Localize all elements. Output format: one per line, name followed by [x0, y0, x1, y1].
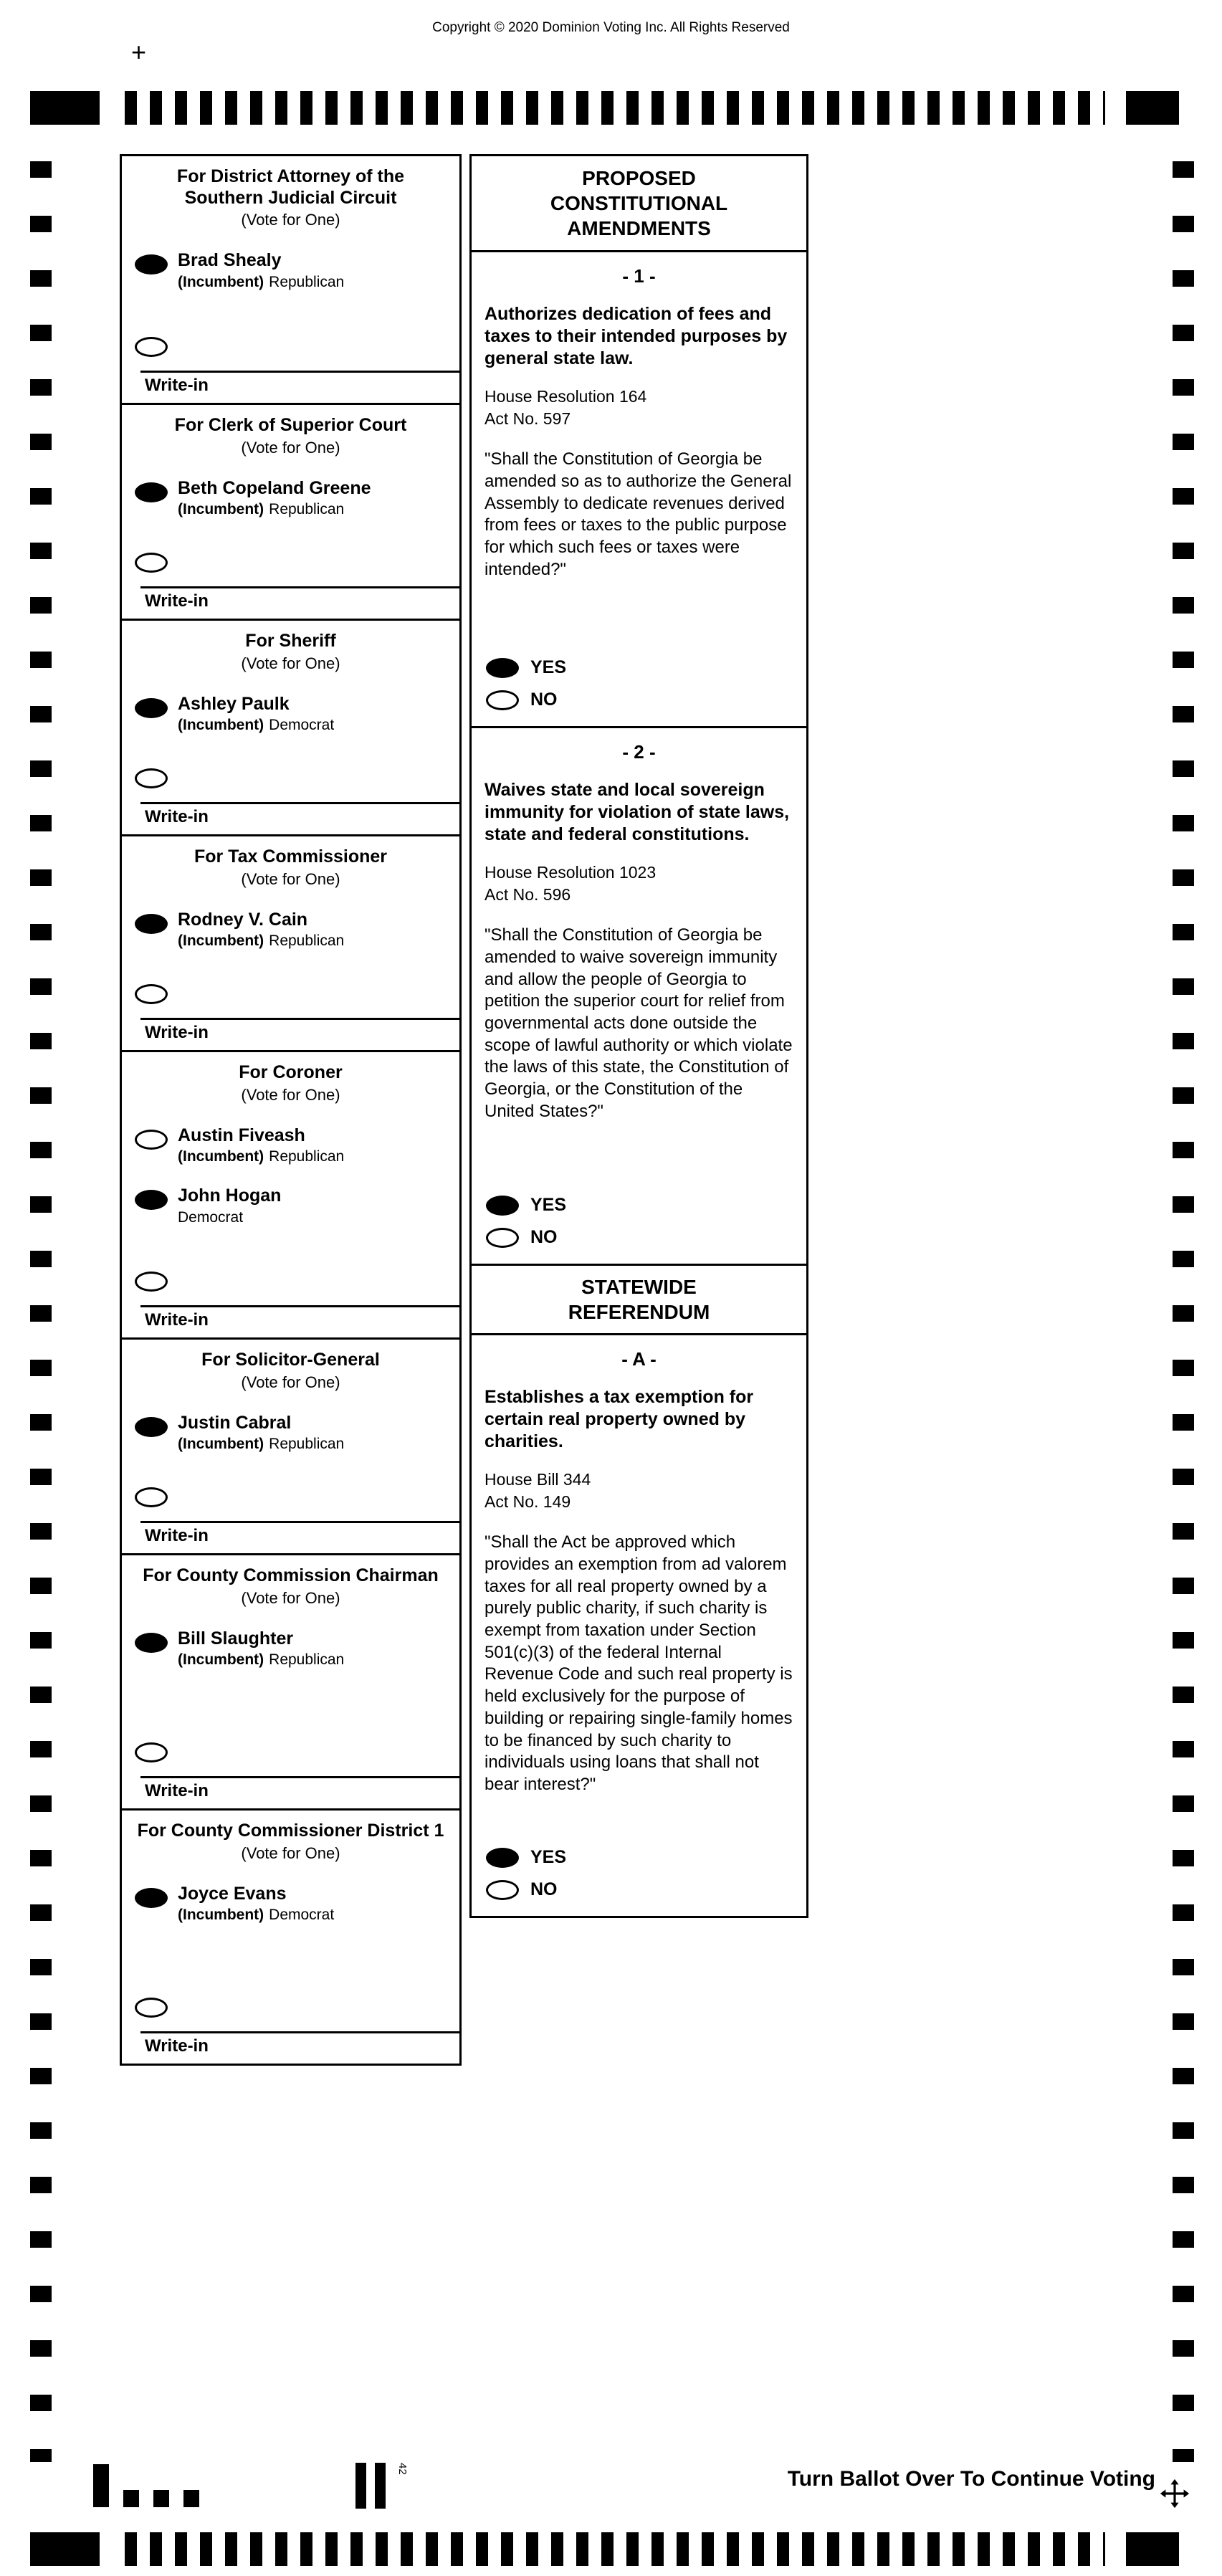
yes-oval[interactable]: [486, 1848, 519, 1868]
measure-reference: [484, 386, 793, 430]
no-label: NO: [530, 1227, 558, 1247]
measure-summary: Waives state and local sovereign immunity for violation of state laws, state and federal constitutions.: [484, 780, 790, 844]
contest-title: For Solicitor-General: [201, 1350, 380, 1370]
no-label: NO: [530, 1879, 558, 1899]
write-in-oval[interactable]: [135, 337, 168, 357]
measure-reference: [484, 1469, 793, 1513]
write-in-label: Write-in: [145, 591, 209, 611]
contest-coroner: [120, 1050, 462, 1340]
timing-bars-top: [125, 91, 1105, 125]
write-in-label: Write-in: [145, 1310, 209, 1330]
write-in-label: Write-in: [145, 807, 209, 826]
contest-title: For Clerk of Superior Court: [174, 415, 407, 435]
vote-for-instruction: (Vote for One): [241, 654, 340, 672]
write-in-label: Write-in: [145, 1781, 209, 1800]
candidate-name: John Hogan: [178, 1186, 282, 1206]
yes-label: YES: [530, 1195, 567, 1215]
timing-marks-right: [1173, 161, 1194, 2462]
candidate-oval[interactable]: [135, 1417, 168, 1437]
candidate-detail: [178, 1907, 334, 1923]
contest-tax-commissioner: [120, 834, 462, 1052]
ballot-code-mark: [183, 2490, 199, 2507]
write-in-oval[interactable]: [135, 553, 168, 573]
amendments-header: [469, 154, 808, 252]
candidate-detail: [178, 717, 334, 733]
amendments-header-text: PROPOSED CONSTITUTIONAL AMENDMENTS: [550, 167, 728, 239]
candidate-name: Ashley Paulk: [178, 693, 290, 714]
candidate-oval[interactable]: [135, 482, 168, 502]
measure-question: "Shall the Constitution of Georgia be amended to waive sovereign immunity and allow the people of Georgia to petition the superior court for relief from governmental acts done outside the scope of lawful authority or which violate the laws of this state, the Constitution of Georgia, or the Constitution of the United States?": [484, 925, 793, 1121]
contest-title: For Tax Commissioner: [194, 846, 388, 867]
ballot-code-mark: [355, 2463, 366, 2509]
vote-for-instruction: (Vote for One): [241, 211, 340, 229]
write-in-oval[interactable]: [135, 984, 168, 1004]
yes-oval[interactable]: [486, 658, 519, 678]
candidate-incumbent: (Incumbent): [178, 273, 264, 290]
timing-marks-top: [0, 91, 1222, 125]
timing-bars-bottom: [125, 2532, 1105, 2566]
candidate-party: Democrat: [269, 1907, 335, 1923]
timing-corner-bottom-right: [1126, 2532, 1179, 2566]
referendum-header-text: STATEWIDE REFERENDUM: [568, 1276, 710, 1323]
candidate-incumbent: (Incumbent): [178, 1148, 264, 1165]
candidate-detail: [178, 1209, 281, 1226]
write-in-line[interactable]: [140, 802, 459, 804]
copyright-notice: Copyright © 2020 Dominion Voting Inc. All Rights Reserved: [432, 20, 790, 35]
amendment-1: [469, 250, 808, 728]
candidate-oval[interactable]: [135, 1888, 168, 1908]
write-in-block: [122, 1979, 459, 2064]
candidate-row: [135, 251, 451, 290]
ballot-code-marks-center: [355, 2463, 408, 2509]
yes-label: YES: [530, 1847, 567, 1867]
candidate-oval[interactable]: [135, 1130, 168, 1150]
vote-for-instruction: (Vote for One): [241, 1588, 340, 1607]
measure-ref-line: Act No. 596: [484, 885, 571, 905]
measure-ref-line: Act No. 597: [484, 409, 571, 429]
vote-for-instruction: (Vote for One): [241, 1843, 340, 1862]
measure-question: "Shall the Act be approved which provides an exemption from ad valorem taxes for all real property owned by a purely public charity, if such charity is exempt from taxation under Section 501(c)(3) of the federal Internal Revenue Code and such real property is held exclusively for the purpose of building or repairing single-family homes to be financed by such charity to individuals using loans that shall not bear interest?": [484, 1532, 793, 1794]
measure-number: - A -: [621, 1348, 657, 1370]
candidate-detail: [178, 1651, 344, 1668]
choice-row-yes: [486, 1195, 793, 1216]
no-oval[interactable]: [486, 690, 519, 710]
measure-summary: Establishes a tax exemption for certain real property owned by charities.: [484, 1387, 754, 1451]
measures-column: [469, 154, 808, 1918]
vote-for-instruction: (Vote for One): [241, 869, 340, 888]
candidate-party: Republican: [269, 932, 345, 949]
contest-solicitor-general: [120, 1337, 462, 1555]
candidate-party: Republican: [269, 1148, 345, 1165]
contest-district-attorney: [120, 154, 462, 405]
candidate-row: [135, 1884, 451, 1924]
candidate-name: Joyce Evans: [178, 1883, 287, 1904]
amendment-2: [469, 726, 808, 1266]
candidate-row: [135, 1629, 451, 1669]
candidate-oval[interactable]: [135, 1190, 168, 1210]
choice-row-no: [486, 690, 793, 710]
ballot-code-mark: [93, 2464, 109, 2507]
measure-question: "Shall the Constitution of Georgia be amended so as to authorize the General Assembly to dedicate revenues derived from fees or taxes to the public purpose for which such fees or taxes were intended?": [484, 449, 792, 579]
measure-choices: [484, 1826, 793, 1906]
write-in-line[interactable]: [140, 371, 459, 373]
registration-plus-mark: +: [131, 37, 147, 67]
candidate-name: Rodney V. Cain: [178, 909, 308, 930]
candidate-oval[interactable]: [135, 698, 168, 718]
measure-reference: [484, 862, 793, 906]
ballot-code-mark: [153, 2490, 169, 2507]
referendum-header: [469, 1264, 808, 1335]
candidate-party: Republican: [269, 1436, 345, 1452]
timing-corner-top-left: [30, 91, 100, 125]
choice-row-no: [486, 1879, 793, 1900]
write-in-oval[interactable]: [135, 1487, 168, 1507]
candidate-detail: [178, 274, 344, 290]
write-in-label: Write-in: [145, 1526, 209, 1545]
measure-ref-line: House Resolution 1023: [484, 863, 657, 882]
move-cross-icon: [1160, 2479, 1190, 2512]
turn-ballot-over-text: Turn Ballot Over To Continue Voting: [787, 2467, 1155, 2491]
candidate-incumbent: (Incumbent): [178, 932, 264, 949]
measure-summary: Authorizes dedication of fees and taxes to their intended purposes by general state law.: [484, 304, 788, 368]
timing-corner-top-right: [1126, 91, 1179, 125]
ballot-code-mark: [123, 2490, 139, 2507]
candidate-incumbent: (Incumbent): [178, 1436, 264, 1452]
ballot-code-marks-left: [93, 2464, 199, 2507]
contest-title: For County Commission Chairman: [143, 1565, 439, 1585]
no-oval[interactable]: [486, 1880, 519, 1900]
contest-title: For Sheriff: [245, 631, 336, 651]
candidate-name: Beth Copeland Greene: [178, 477, 371, 498]
ballot-code-mark: [375, 2463, 386, 2509]
write-in-block: [122, 1724, 459, 1808]
write-in-block: [122, 750, 459, 834]
timing-corner-bottom-left: [30, 2532, 100, 2566]
contest-county-commissioner-district-1: [120, 1808, 462, 2066]
contest-clerk-superior-court: [120, 403, 462, 621]
write-in-line[interactable]: [140, 2031, 459, 2033]
vote-for-instruction: (Vote for One): [241, 438, 340, 457]
write-in-line[interactable]: [140, 586, 459, 588]
write-in-line[interactable]: [140, 1776, 459, 1778]
candidate-party: Republican: [269, 1651, 345, 1668]
candidate-row: [135, 1186, 451, 1226]
candidate-name: Bill Slaughter: [178, 1628, 294, 1649]
candidate-detail: [178, 932, 344, 949]
referendum-a: [469, 1333, 808, 1918]
yes-oval[interactable]: [486, 1196, 519, 1216]
contest-county-commission-chairman: [120, 1553, 462, 1811]
write-in-oval[interactable]: [135, 768, 168, 788]
vote-for-instruction: (Vote for One): [241, 1085, 340, 1104]
measure-number: - 1 -: [622, 265, 656, 287]
candidate-name: Austin Fiveash: [178, 1125, 305, 1145]
candidate-oval[interactable]: [135, 254, 168, 275]
candidate-oval[interactable]: [135, 914, 168, 934]
write-in-block: [122, 965, 459, 1050]
candidate-row: [135, 695, 451, 734]
yes-label: YES: [530, 657, 567, 677]
write-in-label: Write-in: [145, 2036, 209, 2056]
write-in-block: [122, 318, 459, 403]
write-in-label: Write-in: [145, 376, 209, 395]
contest-title: For District Attorney of the Southern Judicial Circuit: [176, 166, 405, 208]
candidate-row: [135, 1126, 451, 1165]
choice-row-no: [486, 1227, 793, 1248]
choice-row-yes: [486, 1847, 793, 1868]
write-in-oval[interactable]: [135, 1742, 168, 1762]
write-in-line[interactable]: [140, 1018, 459, 1020]
no-label: NO: [530, 690, 558, 710]
candidate-name: Justin Cabral: [178, 1412, 292, 1433]
measure-choices: [484, 1173, 793, 1254]
candidate-row: [135, 910, 451, 950]
write-in-line[interactable]: [140, 1521, 459, 1523]
measure-ref-line: House Bill 344: [484, 1470, 591, 1489]
candidate-party: Democrat: [178, 1208, 244, 1226]
candidate-contests-column: [120, 154, 462, 2066]
candidate-incumbent: (Incumbent): [178, 717, 264, 733]
candidate-detail: [178, 501, 371, 517]
candidate-name: Brad Shealy: [178, 250, 282, 270]
measure-choices: [484, 636, 793, 716]
write-in-oval[interactable]: [135, 1998, 168, 2018]
candidate-row: [135, 1413, 451, 1453]
candidate-party: Republican: [269, 501, 345, 517]
contest-title: For Coroner: [239, 1062, 343, 1082]
contest-sheriff: [120, 619, 462, 836]
candidate-detail: [178, 1436, 344, 1452]
candidate-party: Republican: [269, 273, 345, 290]
candidate-incumbent: (Incumbent): [178, 1907, 264, 1923]
vote-for-instruction: (Vote for One): [241, 1373, 340, 1391]
sheet-number: 42: [396, 2463, 409, 2475]
candidate-oval[interactable]: [135, 1633, 168, 1653]
candidate-detail: [178, 1148, 344, 1165]
measure-number: - 2 -: [622, 741, 656, 763]
candidate-incumbent: (Incumbent): [178, 501, 264, 517]
candidate-row: [135, 479, 451, 518]
no-oval[interactable]: [486, 1228, 519, 1248]
candidate-incumbent: (Incumbent): [178, 1651, 264, 1668]
timing-marks-bottom: [0, 2532, 1222, 2566]
write-in-label: Write-in: [145, 1023, 209, 1042]
write-in-oval[interactable]: [135, 1272, 168, 1292]
measure-ref-line: House Resolution 164: [484, 387, 647, 406]
contest-title: For County Commissioner District 1: [137, 1821, 444, 1841]
write-in-line[interactable]: [140, 1305, 459, 1307]
timing-marks-left: [30, 161, 52, 2462]
write-in-block: [122, 534, 459, 619]
choice-row-yes: [486, 657, 793, 678]
measure-ref-line: Act No. 149: [484, 1492, 571, 1512]
write-in-block: [122, 1469, 459, 1553]
write-in-block: [122, 1253, 459, 1337]
candidate-party: Democrat: [269, 717, 335, 733]
